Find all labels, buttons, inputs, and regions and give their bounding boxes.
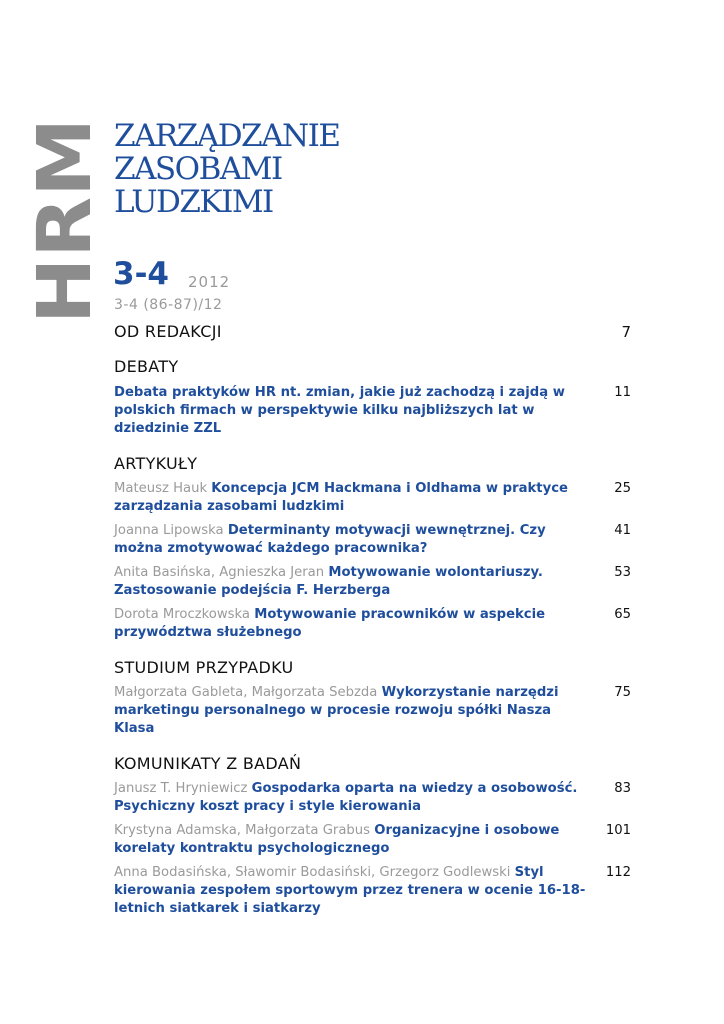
toc-entry[interactable] [114,480,631,516]
page-number: 101 [605,823,631,838]
author-names: Dorota Mroczkowska [114,607,250,622]
section-artykuly [114,454,631,642]
article-title[interactable]: Koncepcja JCM Hackmana i Oldhama w praktyce zarządzania zasobami ludzkimi [114,481,568,514]
journal-title [114,120,339,219]
author-names: Janusz T. Hryniewicz [114,781,248,796]
issue-subtitle: 3-4 (86-87)/12 [114,297,223,313]
journal-title-line-3: LUDZKIMI [114,184,273,220]
author-names: Anita Basińska, Agnieszka Jeran [114,565,325,580]
article-title[interactable]: Organizacyjne i osobowe korelaty kontraktu psychologicznego [114,823,560,856]
toc-entry[interactable] [114,780,631,816]
page-number: 83 [614,781,631,796]
journal-title-line-1: ZARZĄDZANIE [114,118,340,154]
article-title[interactable]: Motywowanie wolontariuszy. Zastosowanie podejścia F. Herzberga [114,565,543,598]
hrm-logo [22,118,108,324]
author-names: Małgorzata Gableta, Małgorzata Sebzda [114,685,378,700]
article-title[interactable]: Gospodarka oparta na wiedzy a osobowość. Psychiczny koszt pracy i style kierowania [114,781,578,814]
author-names: Joanna Lipowska [114,523,224,538]
toc-entry[interactable] [114,384,631,438]
hrm-logo-text: HRM [22,131,108,324]
page-number: 11 [614,385,631,400]
page-number: 41 [614,523,631,538]
section-komunikaty-z-badan [114,754,631,918]
page-number: 75 [614,685,631,700]
toc-entry[interactable] [114,684,631,738]
toc-entry[interactable] [114,564,631,600]
toc-entry[interactable] [114,864,631,918]
article-title[interactable]: Wykorzystanie narzędzi marketingu personalnego w procesie rozwoju spółki Nasza Klasa [114,685,559,736]
section-title: KOMUNIKATY Z BADAŃ [114,754,302,773]
section-title: ARTYKUŁY [114,454,198,473]
page-number: 25 [614,481,631,496]
article-title[interactable]: Styl kierowania zespołem sportowym przez trenera w ocenie 16-18-letnich siatkarek i siatkarzy [114,865,586,916]
toc-entry[interactable] [114,822,631,858]
article-title[interactable]: Determinanty motywacji wewnętrznej. Czy można zmotywować każdego pracownika? [114,523,546,556]
author-names: Mateusz Hauk [114,481,208,496]
section-debaty [114,357,631,438]
author-names: Anna Bodasińska, Sławomir Bodasiński, Grzegorz Godlewski [114,865,511,880]
journal-title-line-2: ZASOBAMI [114,151,282,187]
issue-year: 2012 [188,273,231,291]
author-names: Krystyna Adamska, Małgorzata Grabus [114,823,371,838]
page-number: 112 [605,865,631,880]
table-of-contents [114,318,631,918]
issue-number: 3-4 [113,256,170,292]
page-number: 53 [614,565,631,580]
toc-entry[interactable] [114,522,631,558]
section-title: OD REDAKCJI [114,322,222,341]
section-title: STUDIUM PRZYPADKU [114,658,294,677]
toc-entry[interactable] [114,606,631,642]
section-studium-przypadku [114,658,631,738]
page-number: 7 [621,323,631,341]
page-number: 65 [614,607,631,622]
article-title[interactable]: Debata praktyków HR nt. zmian, jakie już zachodzą i zajdą w polskich firmach w perspektywie kilku najbliższych lat w dziedzinie ZZL [114,385,565,436]
section-od-redakcji [114,322,631,341]
article-title[interactable]: Motywowanie pracowników w aspekcie przywództwa służebnego [114,607,546,640]
section-title: DEBATY [114,357,179,376]
